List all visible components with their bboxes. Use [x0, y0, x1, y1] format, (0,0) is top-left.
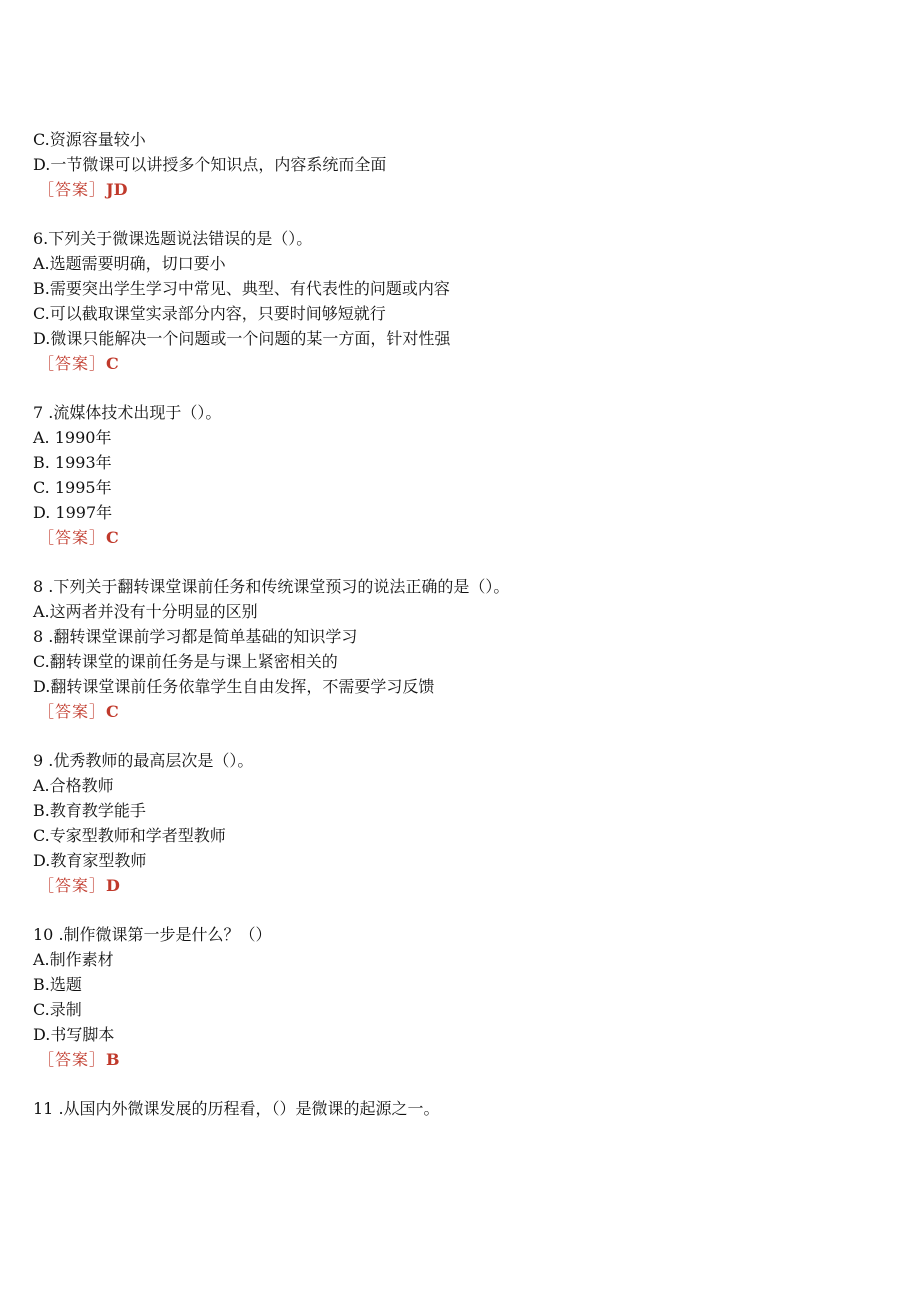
option-b: 8 .翻转课堂课前学习都是简单基础的知识学习	[33, 627, 358, 646]
answer-value: B	[106, 1050, 120, 1069]
answer-value: C	[106, 354, 119, 373]
option-b: B.教育教学能手	[33, 801, 146, 820]
option-d: D.翻转课堂课前任务依靠学生自由发挥，不需要学习反馈	[33, 677, 435, 696]
answer-value: JD	[106, 180, 128, 199]
option-d: D. 1997年	[33, 503, 113, 522]
option-a: A.合格教师	[33, 776, 114, 795]
option-d: D.微课只能解决一个问题或一个问题的某一方面，针对性强	[33, 329, 451, 348]
answer-line	[38, 1049, 120, 1071]
answer-line	[38, 875, 120, 897]
option-b: B.选题	[33, 975, 82, 994]
answer-label: ［答案］	[38, 354, 107, 373]
option-c: C. 1995年	[33, 478, 112, 497]
answer-line	[38, 701, 119, 723]
option-a: A.这两者并没有十分明显的区别	[33, 602, 258, 621]
question-9: 9 .优秀教师的最高层次是（）。	[33, 751, 254, 770]
question-8: 8 .下列关于翻转课堂课前任务和传统课堂预习的说法正确的是（）。	[33, 577, 510, 596]
answer-value: C	[106, 528, 119, 547]
question-7: 7 .流媒体技术出现于（）。	[33, 403, 222, 422]
answer-value: D	[106, 876, 120, 895]
answer-label: ［答案］	[38, 876, 107, 895]
option-b: B. 1993年	[33, 453, 112, 472]
answer-label: ［答案］	[38, 1050, 107, 1069]
option-c: C.录制	[33, 1000, 82, 1019]
option-c: C.资源容量较小	[33, 130, 146, 149]
option-d: D.教育家型教师	[33, 851, 147, 870]
question-11: 11 .从国内外微课发展的历程看，（）是微课的起源之一。	[33, 1099, 440, 1118]
answer-line	[38, 353, 119, 375]
option-c: C.可以截取课堂实录部分内容，只要时间够短就行	[33, 304, 386, 323]
answer-value: C	[106, 702, 119, 721]
answer-label: ［答案］	[38, 528, 107, 547]
option-a: A.选题需要明确，切口要小	[33, 254, 226, 273]
answer-label: ［答案］	[38, 702, 107, 721]
answer-line	[38, 527, 119, 549]
question-10: 10 .制作微课第一步是什么？（）	[33, 925, 272, 944]
answer-line	[38, 179, 127, 201]
option-d: D.书写脚本	[33, 1025, 115, 1044]
option-c: C.翻转课堂的课前任务是与课上紧密相关的	[33, 652, 338, 671]
option-a: A.制作素材	[33, 950, 114, 969]
option-d: D.一节微课可以讲授多个知识点，内容系统而全面	[33, 155, 387, 174]
answer-label: ［答案］	[38, 180, 107, 199]
option-c: C.专家型教师和学者型教师	[33, 826, 226, 845]
option-b: B.需要突出学生学习中常见、典型、有代表性的问题或内容	[33, 279, 450, 298]
question-6: 6.下列关于微课选题说法错误的是（）。	[33, 229, 313, 248]
option-a: A. 1990年	[33, 428, 112, 447]
